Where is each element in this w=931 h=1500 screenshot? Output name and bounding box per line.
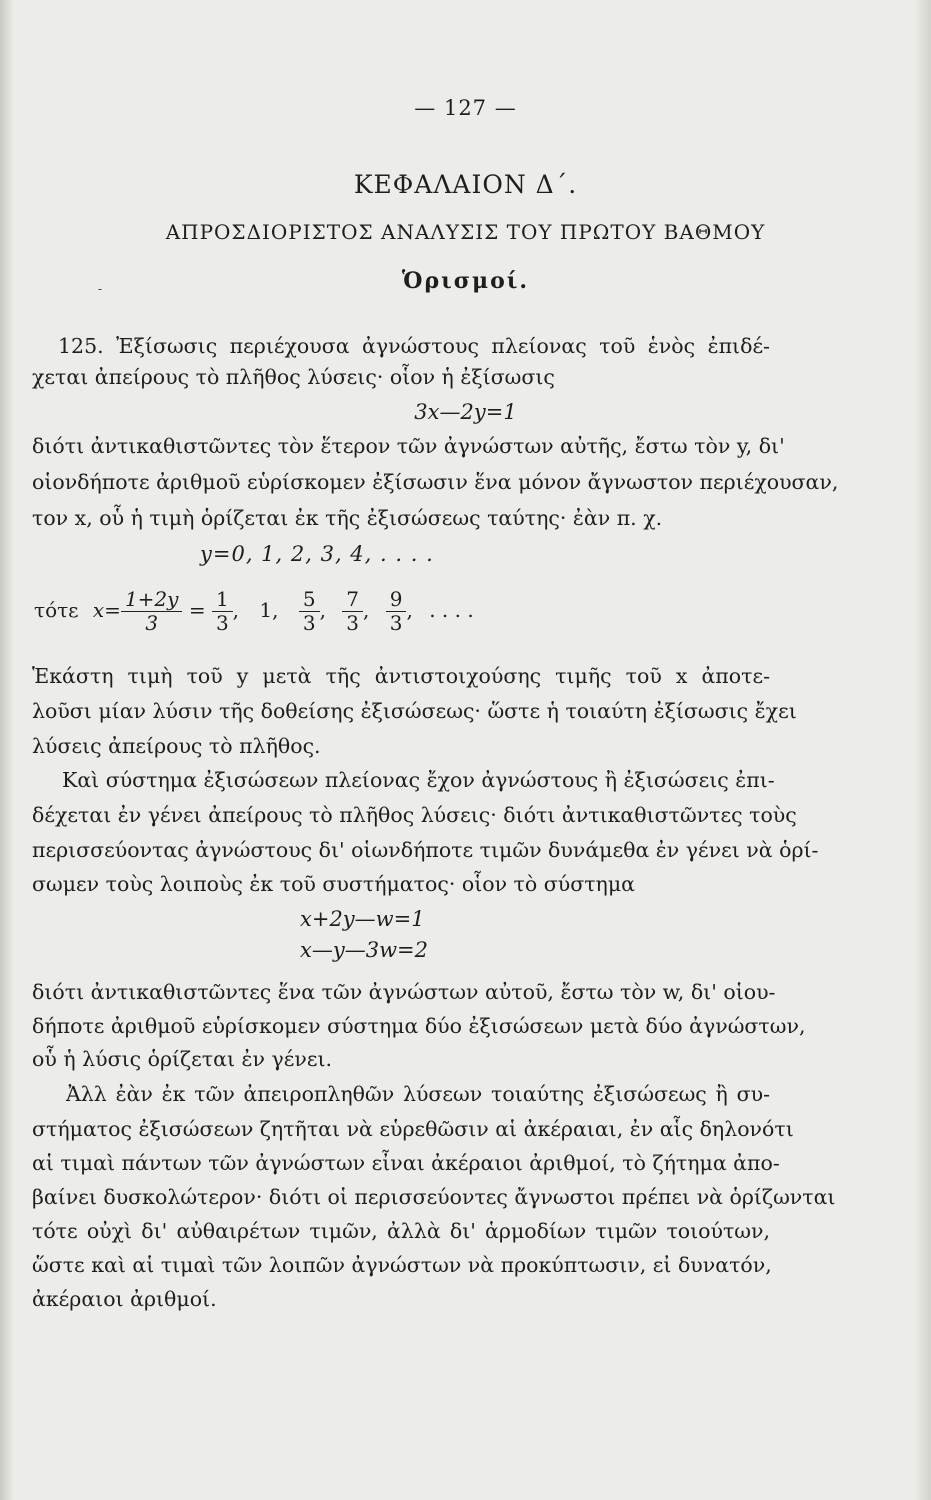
- chapter-title: ΚΕΦΑΛΑΙΟΝ Δ΄.: [353, 170, 578, 199]
- paragraph-line: στήματος ἐξισώσεων ζητῆται νὰ εὑρεθῶσιν αἱ ἀκέραιαι, ἐν αἷς δηλονότι: [32, 1117, 794, 1141]
- fraction-five-thirds: [299, 588, 320, 635]
- paragraph-line: περισσεύοντας ἀγνώστους δι' οἱωνδήποτε τιμῶν δυνάμεθα ἐν γένει νὰ ὁρί-: [32, 838, 819, 862]
- x-equals: x=: [92, 598, 121, 622]
- paragraph-line: δήποτε ἀριθμοῦ εὑρίσκομεν σύστημα δύο ἐξισώσεων μετὰ δύο ἀγνώστων,: [32, 1014, 806, 1038]
- y-values: y=0, 1, 2, 3, 4, . . . .: [200, 542, 434, 566]
- chapter-subtitle: ΑΠΡΟΣΔΙΟΡΙΣΤΟΣ ΑΝΑΛΥΣΙΣ ΤΟΥ ΠΡΩΤΟΥ ΒΑΘΜΟΥ: [165, 220, 766, 244]
- paragraph-line: Ἑκάστη τιμὴ τοῦ y μετὰ τῆς ἀντιστοιχούσης τιμῆς τοῦ x ἀποτε-: [32, 664, 770, 688]
- fraction-numerator: 1: [215, 587, 229, 611]
- paragraph-line: οὗ ἡ λύσις ὁρίζεται ἐν γένει.: [32, 1047, 332, 1071]
- system-equation-1: x+2y—w=1: [300, 907, 425, 931]
- paragraph-line: 125. Ἐξίσωσις περιέχουσα ἀγνώστους πλείονας τοῦ ἑνὸς ἐπιδέ-: [58, 334, 770, 358]
- paragraph-line: διότι ἀντικαθιστῶντες τὸν ἕτερον τῶν ἀγνώστων αὐτῆς, ἔστω τὸν y, δι': [32, 434, 785, 458]
- tote-label: τότε: [34, 598, 79, 622]
- fraction-denominator: 3: [121, 611, 183, 635]
- fraction-denominator: 3: [386, 611, 407, 635]
- fraction-nine-thirds: [386, 588, 407, 635]
- equation-3x-2y: 3x—2y=1: [414, 400, 517, 424]
- paragraph-line: διότι ἀντικαθιστῶντες ἕνα τῶν ἀγνώστων αὐτοῦ, ἔστω τὸν w, δι' οἱου-: [32, 980, 776, 1004]
- fraction-main: [121, 588, 183, 635]
- paragraph-line: Ἀλλ ἐὰν ἐκ τῶν ἀπειροπληθῶν λύσεων τοιαύτης ἐξισώσεως ἢ συ-: [66, 1082, 770, 1106]
- paragraph-line: ὥστε καὶ αἱ τιμαὶ τῶν λοιπῶν ἀγνώστων νὰ προκύπτωσιν, εἰ δυνατόν,: [32, 1253, 772, 1277]
- equals-sign: =: [188, 598, 206, 622]
- paragraph-line: χεται ἀπείρους τὸ πλῆθος λύσεις· οἷον ἡ ἐξίσωσις: [32, 365, 555, 389]
- fraction-numerator: 1+2y: [124, 587, 179, 611]
- fraction-numerator: 9: [389, 587, 403, 611]
- fraction-numerator: 5: [302, 587, 316, 611]
- fraction-denominator: 3: [342, 611, 363, 635]
- paragraph-line: Καὶ σύστημα ἐξισώσεων πλείονας ἔχον ἀγνώστους ἢ ἐξισώσεις ἐπι-: [62, 768, 775, 792]
- paragraph-line: τον x, οὗ ἡ τιμὴ ὁρίζεται ἐκ τῆς ἐξισώσεως ταύτης· ἐὰν π. χ.: [32, 506, 663, 530]
- paragraph-line: δέχεται ἐν γένει ἀπείρους τὸ πλῆθος λύσεις· διότι ἀντικαθιστῶντες τοὺς: [32, 803, 797, 827]
- fraction-numerator: 7: [346, 587, 360, 611]
- paragraph-line: βαίνει δυσκολώτερον· διότι οἱ περισσεύοντες ἄγνωστοι πρέπει νὰ ὁρίζωνται: [32, 1185, 836, 1209]
- page-number: — 127 —: [414, 96, 517, 120]
- fraction-equation: τότε x= $\frac{1+2y}{3}$ = $\frac{1}{3}$ , 1, $\frac{5}{3}$ , $\frac{7}{3}$ , $\frac{9}{3}$ , . . . .: [34, 587, 474, 635]
- paragraph-line: τότε οὐχὶ δι' αὐθαιρέτων τιμῶν, ἀλλὰ δι' ἁρμοδίων τιμῶν τοιούτων,: [32, 1219, 770, 1243]
- stray-mark: -: [98, 282, 103, 296]
- fraction-one-third: [212, 588, 233, 635]
- paragraph-line: λοῦσι μίαν λύσιν τῆς δοθείσης ἐξισώσεως· ὥστε ἡ τοιαύτη ἐξίσωσις ἔχει: [32, 699, 797, 723]
- section-title: Ὁρισμοί.: [401, 268, 530, 294]
- paragraph-line: λύσεις ἀπείρους τὸ πλῆθος.: [32, 734, 321, 758]
- paragraph-line: αἱ τιμαὶ πάντων τῶν ἀγνώστων εἶναι ἀκέραιοι ἀριθμοί, τὸ ζήτημα ἀπο-: [32, 1151, 780, 1175]
- fraction-seven-thirds: [342, 588, 363, 635]
- value-one: 1,: [259, 598, 279, 622]
- paragraph-line: σωμεν τοὺς λοιποὺς ἐκ τοῦ συστήματος· οἷον τὸ σύστημα: [32, 872, 635, 896]
- paragraph-line: ἀκέραιοι ἀριθμοί.: [32, 1287, 217, 1311]
- fraction-denominator: 3: [212, 611, 233, 635]
- ellipsis: . . . .: [429, 598, 474, 622]
- system-equation-2: x—y—3w=2: [300, 938, 428, 962]
- paragraph-line: οἱονδήποτε ἀριθμοῦ εὑρίσκομεν ἐξίσωσιν ἕνα μόνον ἄγνωστον περιέχουσαν,: [32, 470, 839, 494]
- fraction-denominator: 3: [299, 611, 320, 635]
